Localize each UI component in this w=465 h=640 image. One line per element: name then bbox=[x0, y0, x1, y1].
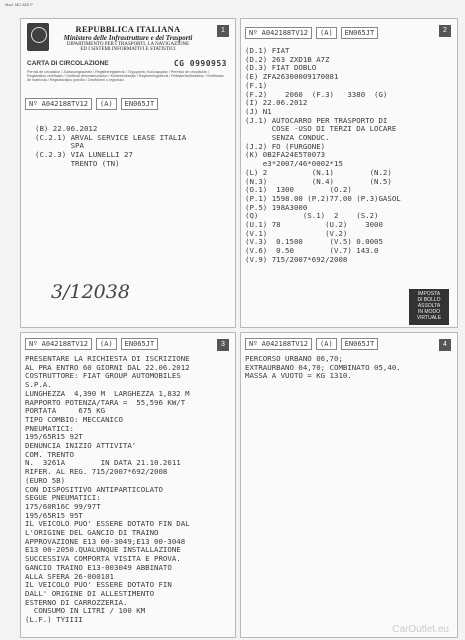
field-line: (F.1) bbox=[245, 80, 268, 90]
department-line-1: DIPARTIMENTO PER I TRASPORTI, LA NAVIGAZIONE bbox=[66, 42, 190, 47]
document-number: Nº A042188TV12 bbox=[245, 338, 312, 350]
multilingual-notice: Permis de circulation / Zulassungsschein / Registreringsbevis / Ξεχωριστές Κυκλοφορίας / Permiso de circulación / Registration certificate / Certificat d'immatriculation / Kentekenbewijs / Registreringsbevis / Rekisteröintitodistus / Certificado de matrícula / Registracijsko potrdilo / Osvědčení o registraci bbox=[27, 70, 224, 83]
field-line: 175/60R16C 99/97T bbox=[25, 501, 101, 511]
field-line: (L) 2 (N.1) (N.2) bbox=[245, 167, 392, 177]
field-line: (Q) (S.1) 2 (S.2) bbox=[245, 211, 379, 221]
document-number: Nº A042188TV12 bbox=[25, 98, 92, 110]
field-line: PNEUMATICI: bbox=[25, 423, 74, 433]
field-line: RAPPORTO POTENZA/TARA = 55,596 KW/T bbox=[25, 397, 186, 407]
field-line: E13 00-2050.QUALUNQUE INSTALLAZIONE bbox=[25, 545, 181, 555]
field-a-label: (A) bbox=[316, 338, 337, 350]
field-line: SPA bbox=[35, 141, 84, 151]
field-line: (K) 0B2FA24E5T0073 bbox=[245, 150, 326, 160]
form-reference: Mod. MC 820 P bbox=[5, 2, 33, 7]
field-line: ALLA SFERA 26-000101 bbox=[25, 571, 114, 581]
field-line: (D.1) FIAT bbox=[245, 46, 290, 55]
field-line: 195/65R15 95T bbox=[25, 510, 83, 520]
eu-flag-emblem bbox=[27, 23, 49, 51]
stamp-line: ASSOLTA bbox=[417, 303, 441, 309]
field-line: LUNGHEZZA 4,390 M LARGHEZZA 1,832 M bbox=[25, 388, 190, 398]
field-a-label: (A) bbox=[96, 338, 117, 350]
page-number: 4 bbox=[439, 339, 451, 351]
panel-3 bbox=[20, 332, 236, 638]
field-line: COM. TRENTO bbox=[25, 449, 74, 459]
license-plate: EN065JT bbox=[341, 338, 379, 350]
field-line: APPROVAZIONE E13 00-3049;E13 00-3048 bbox=[25, 536, 186, 546]
stamp-line: DI BOLLO bbox=[417, 297, 441, 303]
field-line: DALL' ORIGINE DI ALLESTIMENTO bbox=[25, 588, 155, 598]
license-plate: EN065JT bbox=[121, 338, 159, 350]
field-line: GANCIO TRAINO E13-003049 ABBINATO bbox=[25, 562, 172, 572]
field-line: CON DISPOSITIVO ANTIPARTICOLATO bbox=[25, 484, 163, 494]
field-line: (J) N1 bbox=[245, 106, 272, 116]
page-number: 1 bbox=[217, 25, 229, 37]
field-line: (O.1) 1300 (O.2) bbox=[245, 185, 352, 195]
issuer-header bbox=[53, 24, 203, 52]
field-line: SUCCESSIVA COMPORTA VISITA E PROVA. bbox=[25, 554, 181, 564]
field-line: N. 3261A IN DATA 21.10.2011 bbox=[25, 458, 181, 468]
tax-stamp bbox=[409, 289, 449, 325]
document-number: Nº A042188TV12 bbox=[25, 338, 92, 350]
consumption-fields bbox=[245, 355, 401, 381]
stamp-line: VIRTUALE bbox=[416, 315, 442, 321]
field-line: 195/65R15 92T bbox=[25, 432, 83, 442]
field-line: IL VEICOLO PUO' ESSERE DOTATO FIN DAL bbox=[25, 519, 190, 529]
field-line: (L.F.) TYIIII bbox=[25, 615, 83, 625]
watermark: CarOutlet.eu bbox=[392, 624, 449, 635]
field-line: (V.6) 0.50 (V.7) 143.0 bbox=[245, 246, 379, 256]
field-line: MASSA A VUOTO = KG 1310. bbox=[245, 371, 352, 381]
panel-1 bbox=[20, 18, 236, 328]
panel-4 bbox=[240, 332, 458, 638]
document-number: Nº A042188TV12 bbox=[245, 27, 312, 39]
field-line: EXTRAURBANO 04,70; COMBINATO 05,40. bbox=[245, 362, 401, 372]
panel-header bbox=[245, 27, 435, 39]
republic-title: REPUBBLICA ITALIANA bbox=[75, 24, 181, 34]
field-line: (P.1) 1598.00 (P.2)77.00 (P.3)GASOL bbox=[245, 193, 401, 203]
stamp-line: IN MODO bbox=[418, 309, 440, 315]
field-line: COSE -USO DI TERZI DA LOCARE bbox=[245, 124, 397, 134]
field-line: (V.1) (V.2) bbox=[245, 228, 348, 238]
page-number: 2 bbox=[439, 25, 451, 37]
field-line: (C.2.3) VIA LUNELLI 27 bbox=[35, 150, 133, 160]
field-line: (U.1) 78 (U.2) 3000 bbox=[245, 220, 383, 230]
field-line: AL PRA ENTRO 60 GIORNI DAL 22.06.2012 bbox=[25, 362, 190, 372]
field-line: (B) 22.06.2012 bbox=[35, 124, 98, 133]
document-serial: CG 0990953 bbox=[173, 59, 227, 68]
field-line: (E) ZFA26300009170081 bbox=[245, 72, 339, 82]
license-plate: EN065JT bbox=[121, 98, 159, 110]
field-line: (EURO 5B) bbox=[25, 475, 66, 485]
field-line: (I) 22.06.2012 bbox=[245, 98, 308, 108]
field-line: (V.9) 715/2007*692/2008 bbox=[245, 254, 348, 264]
field-a-label: (A) bbox=[316, 27, 337, 39]
field-line: (N.3) (N.4) (N.5) bbox=[245, 176, 392, 186]
field-line: (D.3) FIAT DOBLO bbox=[245, 63, 317, 73]
field-line: TRENTO (TN) bbox=[35, 158, 120, 168]
field-a-label: (A) bbox=[96, 98, 117, 110]
document-title: CARTA DI CIRCOLAZIONE bbox=[27, 60, 109, 67]
department-line-2: ED I SISTEMI INFORMATIVI E STATISTICI bbox=[80, 47, 176, 52]
license-plate: EN065JT bbox=[341, 27, 379, 39]
field-line: ESTERNO DI CARROZZERIA. bbox=[25, 597, 128, 607]
field-line: S.P.A. bbox=[25, 380, 52, 390]
field-line: PERCORSO URBANO 06,70; bbox=[245, 354, 343, 363]
stamp-line: IMPOSTA bbox=[417, 291, 441, 297]
panel-header bbox=[25, 338, 213, 350]
panel-2 bbox=[240, 18, 458, 328]
owner-fields bbox=[35, 125, 186, 169]
field-line: (C.2.1) ARVAL SERVICE LEASE ITALIA bbox=[35, 132, 187, 142]
field-line: (J.2) FO (FURGONE) bbox=[245, 141, 326, 151]
page-number: 3 bbox=[217, 339, 229, 351]
handwritten-note: 3/12038 bbox=[51, 281, 130, 303]
field-line: L'ORIGINE DEL GANCIO DI TRAINO bbox=[25, 528, 159, 538]
field-line: DENUNCIA INIZIO ATTIVITA' bbox=[25, 441, 137, 451]
panel-header bbox=[245, 338, 435, 350]
document-title-block bbox=[27, 59, 227, 83]
field-line: (P.5) 198A3000 bbox=[245, 202, 308, 212]
field-line: (V.3) 0.1500 (V.5) 0.0005 bbox=[245, 237, 383, 247]
field-line: PORTATA 675 KG bbox=[25, 406, 106, 416]
field-line: PRESENTARE LA RICHIESTA DI ISCRIZIONE bbox=[25, 354, 190, 363]
field-line: SENZA CONDUC. bbox=[245, 133, 330, 143]
ministry-name: Ministero delle Infrastrutture e dei Trasporti bbox=[63, 34, 193, 42]
field-line: RIFER. AL REG. 715/2007*692/2008 bbox=[25, 467, 168, 477]
field-line: IL VEICOLO PUO' ESSERE DOTATO FIN bbox=[25, 580, 172, 590]
field-line: CONSUMO IN LITRI / 100 KM bbox=[25, 606, 146, 616]
field-line: (F.2) 2060 (F.3) 3380 (G) bbox=[245, 89, 388, 99]
field-line: e3*2007/46*0002*15 bbox=[245, 159, 343, 169]
field-line: (J.1) AUTOCARRO PER TRASPORTO DI bbox=[245, 115, 388, 125]
field-line: (D.2) 263 ZXD1B A7Z bbox=[245, 54, 330, 64]
notes-fields bbox=[25, 355, 190, 625]
field-line: SEGUE PNEUMATICI: bbox=[25, 493, 101, 503]
field-line: TIPO COMBIO: MECCANICO bbox=[25, 414, 123, 424]
panel-header bbox=[25, 98, 213, 110]
field-line: COSTRUTTORE: FIAT GROUP AUTOMOBILES bbox=[25, 371, 181, 381]
vehicle-fields bbox=[245, 47, 401, 265]
